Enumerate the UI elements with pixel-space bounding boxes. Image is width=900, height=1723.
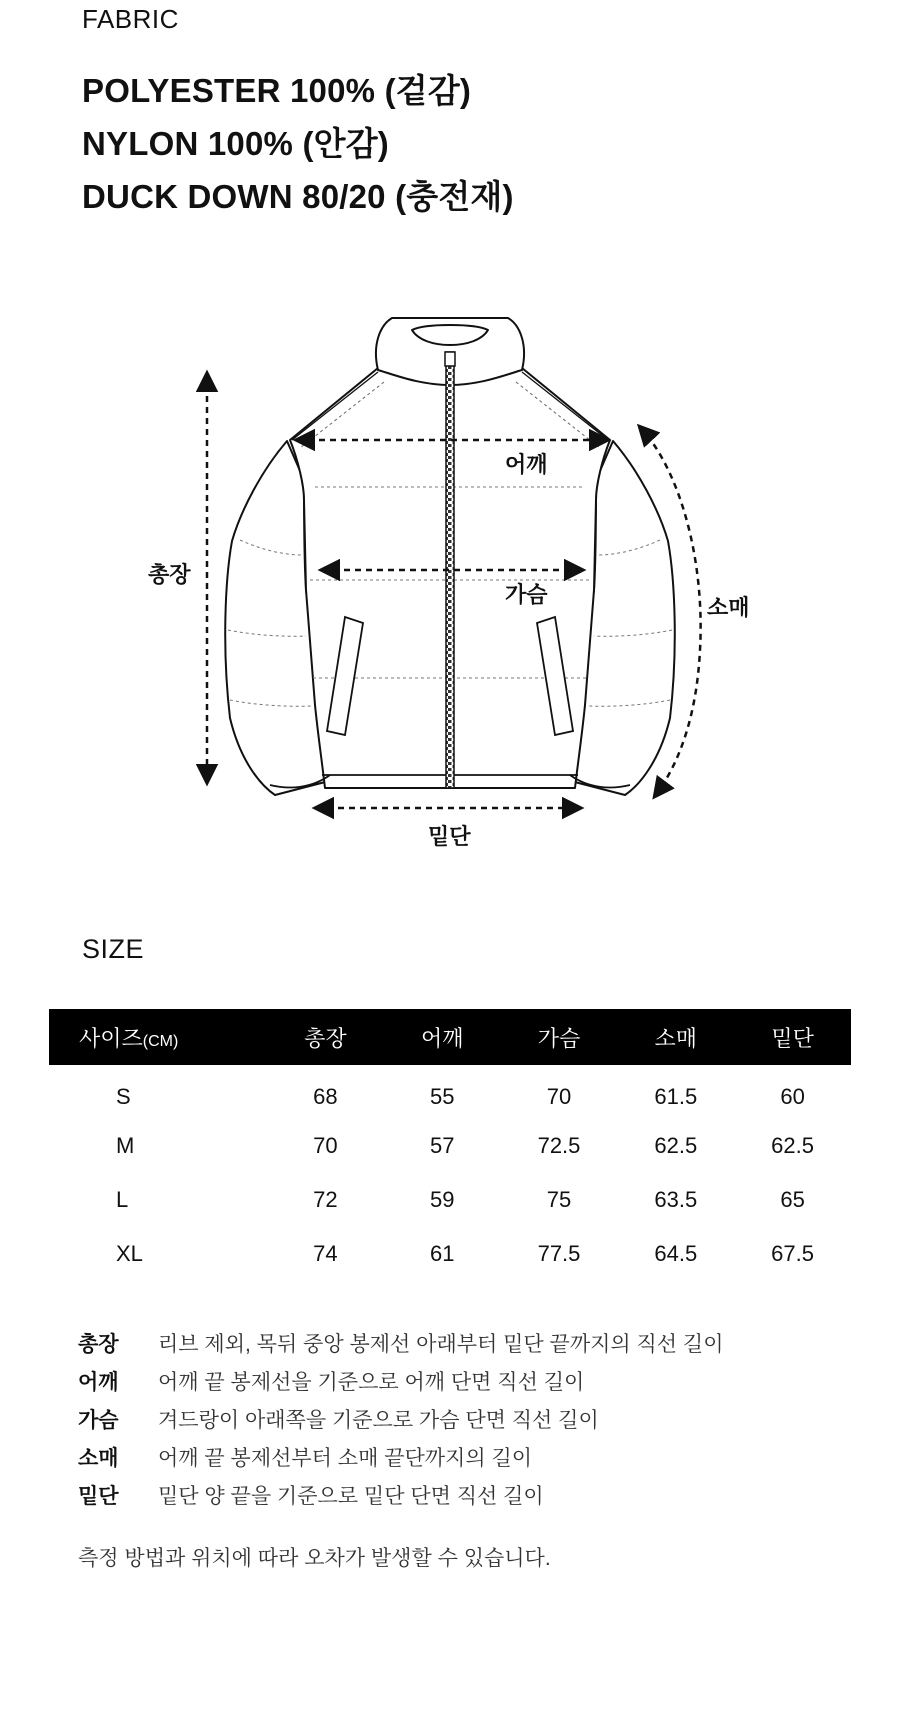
value-cell: 67.5: [771, 1241, 814, 1266]
definition-desc: 겨드랑이 아래쪽을 기준으로 가슴 단면 직선 길이: [158, 1409, 599, 1432]
value-cell: 62.5: [654, 1133, 698, 1158]
measurement-definitions: [78, 1324, 724, 1514]
definition-row: [78, 1438, 724, 1476]
header-sleeve: 소매: [617, 1009, 734, 1065]
value-cell: 60: [780, 1084, 805, 1109]
definition-desc: 어깨 끝 봉제선을 기준으로 어깨 단면 직선 길이: [158, 1371, 585, 1394]
value-cell: 68: [313, 1084, 338, 1109]
definition-desc: 리브 제외, 목뒤 중앙 봉제선 아래부터 밑단 끝까지의 직선 길이: [158, 1333, 724, 1356]
hem-label: 밑단: [428, 825, 471, 850]
definition-term: 어깨: [78, 1371, 119, 1394]
value-cell: 64.5: [654, 1241, 698, 1266]
definition-row: [78, 1324, 724, 1362]
table-row: [49, 1119, 851, 1173]
value-cell: 62.5: [771, 1133, 814, 1158]
definition-term: 총장: [78, 1333, 119, 1356]
value-cell: 72: [313, 1187, 338, 1212]
value-cell: 61.5: [654, 1084, 698, 1109]
definition-row: [78, 1476, 724, 1514]
fabric-list: [82, 64, 514, 223]
fabric-line-filling: DUCK DOWN 80/20 (충전재): [82, 178, 514, 215]
value-cell: 74: [313, 1241, 338, 1266]
value-cell: 55: [429, 1084, 455, 1109]
size-cell: M: [116, 1133, 135, 1158]
definition-term: 가슴: [78, 1409, 119, 1432]
header-hem: 밑단: [734, 1009, 851, 1065]
value-cell: 63.5: [654, 1187, 698, 1212]
chest-label: 가슴: [505, 583, 548, 608]
definition-row: [78, 1400, 724, 1438]
size-cell: XL: [116, 1241, 143, 1266]
definition-term: 소매: [78, 1447, 119, 1470]
table-row: [49, 1065, 851, 1119]
value-cell: 77.5: [537, 1241, 581, 1266]
header-length: 총장: [267, 1009, 384, 1065]
fabric-line-outer: POLYESTER 100% (겉감): [82, 72, 472, 109]
table-row: [49, 1173, 851, 1227]
size-heading: SIZE: [82, 934, 145, 964]
size-cell: S: [116, 1084, 131, 1109]
shoulder-label: 어깨: [505, 453, 548, 478]
value-cell: 65: [780, 1187, 805, 1212]
value-cell: 72.5: [537, 1133, 581, 1158]
definition-desc: 밑단 양 끝을 기준으로 밑단 단면 직선 길이: [158, 1485, 544, 1508]
table-header-row: [49, 1009, 851, 1065]
header-unit: (CM): [142, 1032, 179, 1050]
sleeve-label: 소매: [707, 596, 750, 621]
value-cell: 70: [546, 1084, 572, 1109]
value-cell: 75: [546, 1187, 572, 1212]
measurement-note: 측정 방법과 위치에 따라 오차가 발생할 수 있습니다.: [78, 1547, 551, 1570]
definition-row: [78, 1362, 724, 1400]
length-label: 총장: [148, 563, 191, 588]
value-cell: 57: [429, 1133, 455, 1158]
measurement-diagram: [0, 300, 900, 860]
size-cell: L: [116, 1187, 129, 1212]
header-chest: 가슴: [501, 1009, 618, 1065]
jacket-illustration: [0, 300, 900, 860]
value-cell: 61: [429, 1241, 455, 1266]
value-cell: 59: [429, 1187, 455, 1212]
fabric-line-lining: NYLON 100% (안감): [82, 125, 389, 162]
value-cell: 70: [313, 1133, 338, 1158]
header-shoulder: 어깨: [384, 1009, 501, 1065]
definition-desc: 어깨 끝 봉제선부터 소매 끝단까지의 길이: [158, 1447, 533, 1470]
header-size: 사이즈(CM): [49, 1009, 267, 1065]
size-table: [49, 1009, 851, 1281]
fabric-heading: FABRIC: [82, 4, 179, 34]
definition-term: 밑단: [78, 1485, 119, 1508]
table-row: [49, 1227, 851, 1281]
